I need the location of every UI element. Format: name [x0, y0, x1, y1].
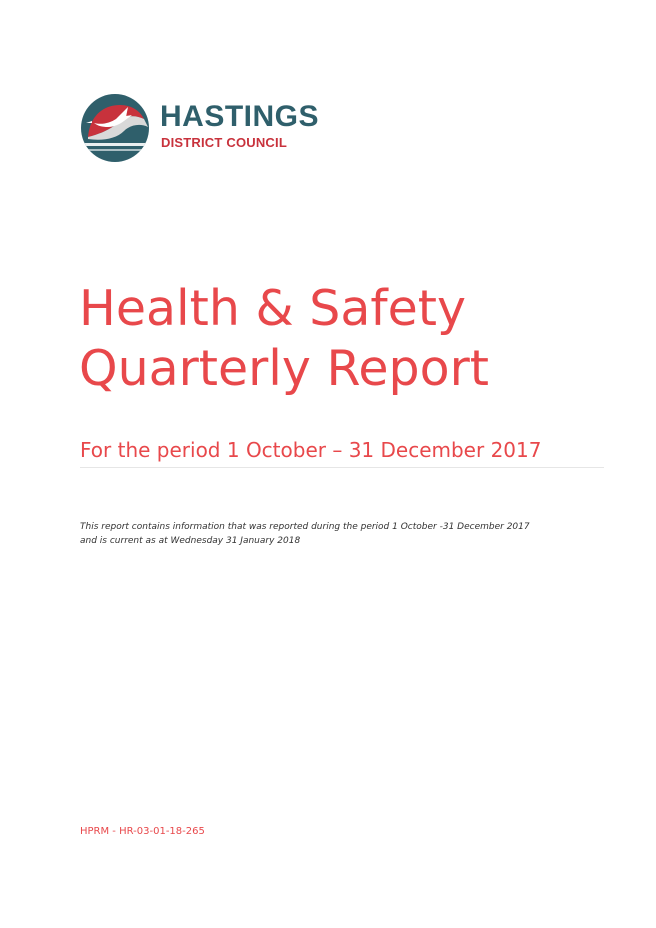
document-reference: HPRM - HR-03-01-18-265: [80, 826, 205, 837]
logo-name: HASTINGS: [160, 100, 320, 133]
report-currency-note: [80, 520, 600, 548]
council-logo: [80, 93, 340, 163]
note-line-2: and is current as at Wednesday 31 January 2018: [80, 536, 301, 546]
note-line-1: This report contains information that was reported during the period 1 October -31 December 2017: [80, 522, 530, 532]
report-title: [79, 279, 619, 399]
report-title-line-1: Health & Safety: [79, 280, 466, 337]
logo-subname: DISTRICT COUNCIL: [161, 135, 287, 150]
report-period: For the period 1 October – 31 December 2017: [80, 438, 542, 462]
divider: [80, 467, 604, 468]
gannet-bird-logo-icon: [80, 93, 150, 163]
report-title-line-2: Quarterly Report: [79, 340, 489, 397]
